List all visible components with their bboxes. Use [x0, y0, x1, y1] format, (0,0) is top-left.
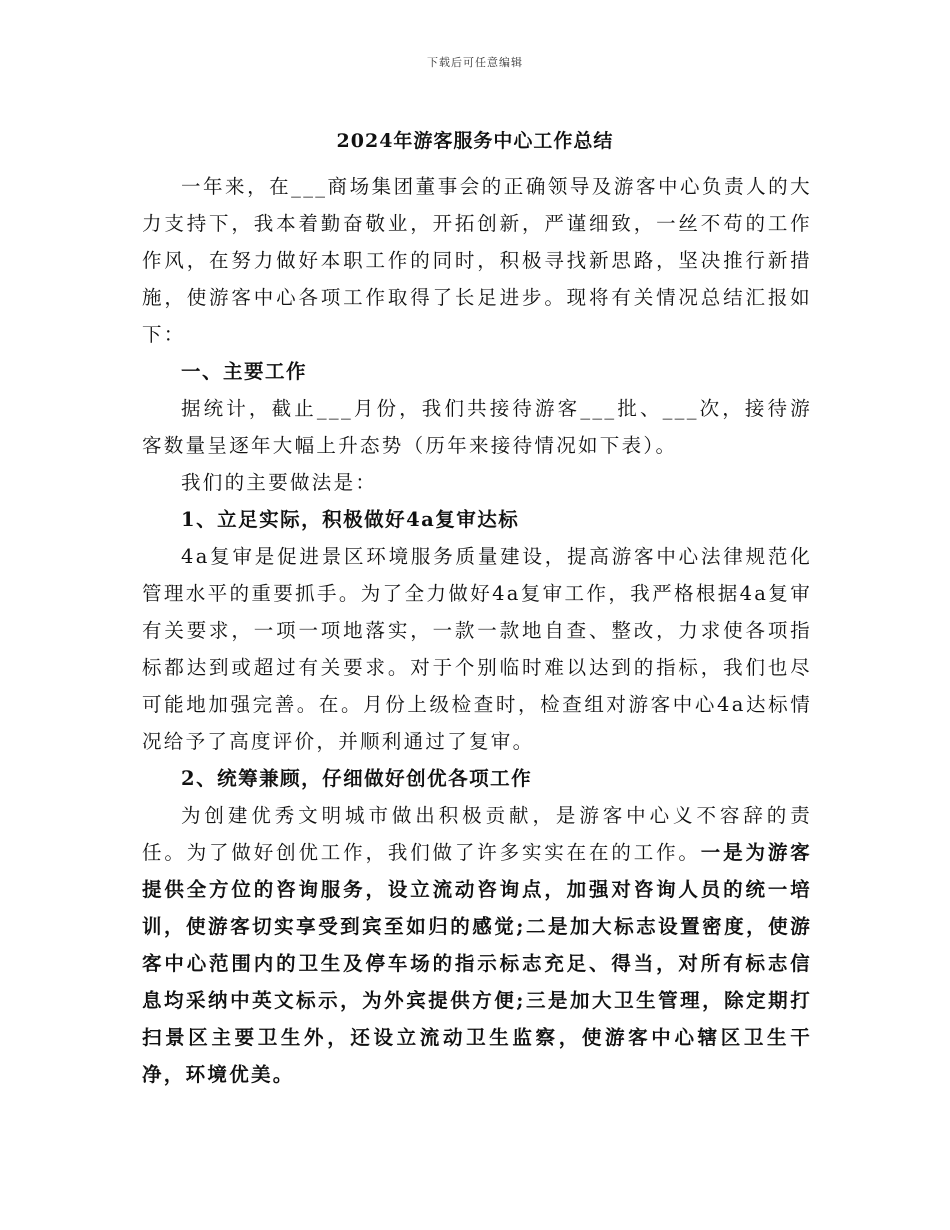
section-heading-main-work: 一、主要工作: [181, 360, 308, 383]
item-body-excellence-plain: 为创建优秀文明城市做出积极贡献，是游客中心义不容辞的责任。为了做好创优工作，我们做了许多实实在在的工作。: [142, 804, 812, 864]
item-body-excellence: [142, 797, 812, 1093]
item-body-excellence-bold: 一是为游客提供全方位的咨询服务，设立流动咨询点，加强对咨询人员的统一培训，使游客切实享受到宾至如归的感觉;二是加大标志设置密度，使游客中心范围内的卫生及停车场的指示标志充足、得当，对所有标志信息均采纳中英文标示，为外宾提供方便;三是加大卫生管理，除定期打扫景区主要卫生外，还设立流动卫生监察，使游客中心辖区卫生干净，环境优美。: [142, 841, 812, 1086]
item-heading-excellence: 2、统筹兼顾，仔细做好创优各项工作: [181, 767, 533, 790]
document-title: 2024年游客服务中心工作总结: [336, 130, 614, 152]
intro-paragraph: 一年来，在___商场集团董事会的正确领导及游客中心负责人的大力支持下，我本着勤奋敬业，开拓创新，严谨细致，一丝不苟的工作作风，在努力做好本职工作的同时，积极寻找新思路，坚决推行新措施，使游客中心各项工作取得了长足进步。现将有关情况总结汇报如下：: [142, 175, 812, 346]
header-note: 下载后可任意编辑: [427, 56, 523, 69]
document-body: [142, 168, 812, 1093]
statistics-paragraph: 据统计，截止___月份，我们共接待游客___批、___次，接待游客数量呈逐年大幅上升态势（历年来接待情况如下表）。: [142, 397, 812, 457]
item-heading-4a-review: 1、立足实际，积极做好4a复审达标: [181, 508, 520, 531]
methods-intro-paragraph: 我们的主要做法是：: [181, 471, 378, 494]
item-body-4a-review: 4a复审是促进景区环境服务质量建设，提高游客中心法律规范化管理水平的重要抓手。为了全力做好4a复审工作，我严格根据4a复审有关要求，一项一项地落实，一款一款地自查、整改，力求使各项指标都达到或超过有关要求。对于个别临时难以达到的指标，我们也尽可能地加强完善。在。月份上级检查时，检查组对游客中心4a达标情况给予了高度评价，并顺利通过了复审。: [142, 545, 812, 753]
